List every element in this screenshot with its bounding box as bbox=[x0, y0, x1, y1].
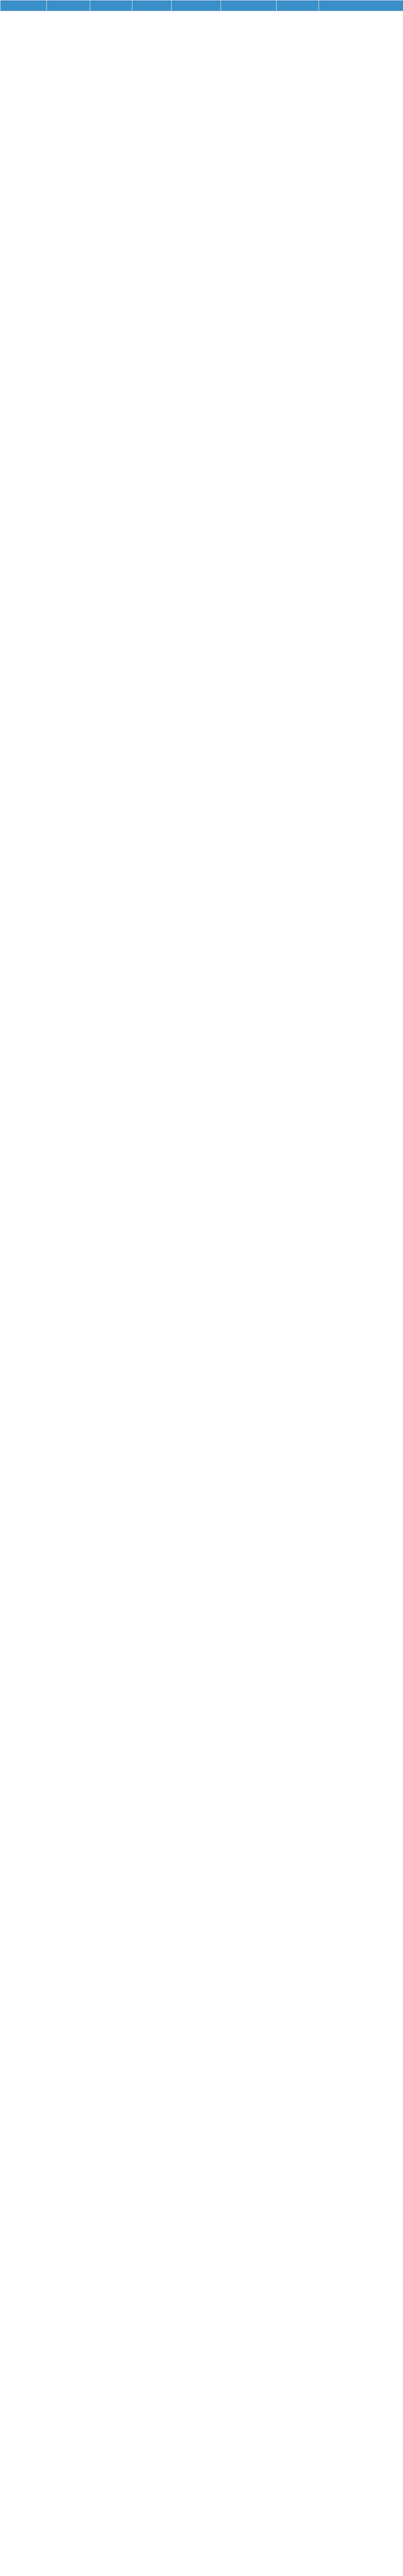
header-image bbox=[90, 1, 132, 11]
header-notes bbox=[319, 1, 403, 11]
header-series bbox=[47, 1, 90, 11]
table-header-row bbox=[1, 1, 403, 11]
header-model bbox=[1, 1, 47, 11]
header-position bbox=[221, 1, 277, 11]
header-attachment bbox=[277, 1, 319, 11]
product-spec-table bbox=[0, 0, 403, 11]
header-type bbox=[132, 1, 172, 11]
header-size bbox=[172, 1, 221, 11]
